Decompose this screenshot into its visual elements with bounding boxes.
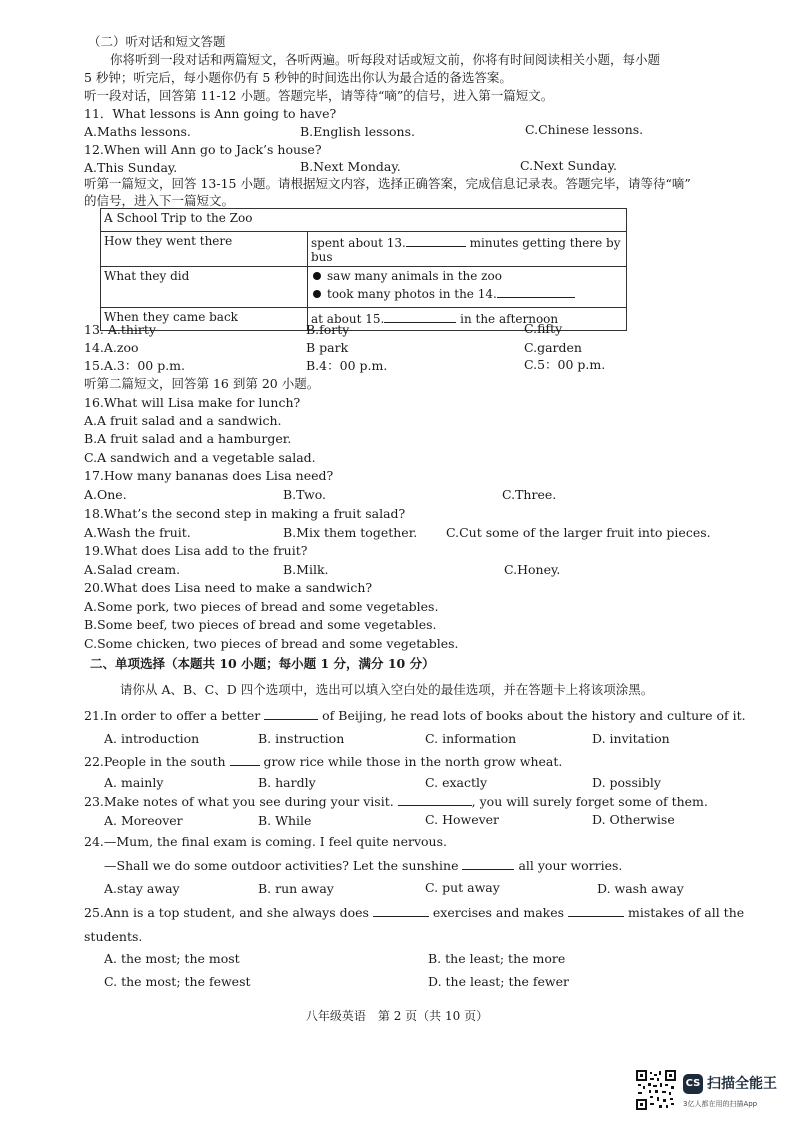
- answer-blank: [264, 707, 318, 720]
- question-stem: 16.What will Lisa make for lunch?: [84, 395, 301, 410]
- option-b: B.Two.: [283, 487, 327, 502]
- instruction-text: 请你从 A、B、C、D 四个选项中，选出可以填入空白处的最佳选项，并在答题卡上将该项涂黑。: [120, 682, 654, 697]
- option-a: A.One.: [84, 487, 127, 502]
- qr-code-icon: [636, 1070, 676, 1110]
- table-cell: saw many animals in the zoo took many photos in the 14.: [308, 267, 627, 308]
- option-a: A. introduction: [104, 731, 200, 746]
- question-stem: 20.What does Lisa need to make a sandwich?: [84, 580, 373, 595]
- option-b: B.Some beef, two pieces of bread and some vegetables.: [84, 617, 437, 632]
- option-c: C.Three.: [502, 487, 557, 502]
- option-b: B.English lessons.: [300, 124, 415, 139]
- option-a: A.This Sunday.: [84, 160, 178, 175]
- option-a: A.Maths lessons.: [84, 124, 191, 139]
- bullet-icon: [313, 272, 321, 280]
- question-stem: 22.People in the south grow rice while those in the north grow wheat.: [84, 754, 563, 769]
- option-b: B. run away: [258, 881, 334, 896]
- option-c: C.Chinese lessons.: [525, 122, 644, 137]
- answer-blank: [462, 857, 514, 870]
- option-b: B.4：00 p.m.: [306, 358, 388, 373]
- option-a: 14.A.zoo: [84, 340, 139, 355]
- question-stem: 24.—Mum, the final exam is coming. I feel quite nervous.: [84, 834, 447, 849]
- question-stem: 12.When will Ann go to Jack’s house?: [84, 142, 322, 157]
- option-c: C.Next Sunday.: [520, 158, 617, 173]
- page-footer: 八年级英语 第 2 页（共 10 页）: [305, 1009, 489, 1023]
- option-d: D. possibly: [592, 775, 661, 790]
- option-a: A.Salad cream.: [84, 562, 181, 577]
- option-c: C.A sandwich and a vegetable salad.: [84, 450, 316, 465]
- watermark-subtitle: 3亿人都在用的扫描App: [683, 1100, 758, 1108]
- bullet-icon: [313, 290, 321, 298]
- answer-blank: [398, 793, 472, 806]
- question-stem: students.: [84, 929, 143, 944]
- option-b: B.Mix them together.: [283, 525, 418, 540]
- option-c: C. the most; the fewest: [104, 974, 251, 989]
- option-c: C.Some chicken, two pieces of bread and some vegetables.: [84, 636, 459, 651]
- table-label: When they came back: [101, 308, 308, 331]
- answer-blank: [406, 234, 466, 247]
- option-a: A.stay away: [104, 881, 180, 896]
- option-b: B. hardly: [258, 775, 316, 790]
- option-b: B.Next Monday.: [300, 159, 401, 174]
- option-b: B. instruction: [258, 731, 345, 746]
- option-c: C.Honey.: [504, 562, 561, 577]
- option-b: B. the least; the more: [428, 951, 566, 966]
- table-cell: spent about 13. minutes getting there by bus: [308, 232, 627, 267]
- option-c: C. exactly: [425, 775, 488, 790]
- option-a: A.Wash the fruit.: [84, 525, 191, 540]
- option-a: A. Moreover: [104, 813, 183, 828]
- option-d: D. wash away: [597, 881, 684, 896]
- option-c: C. However: [425, 812, 500, 827]
- option-c: C.5：00 p.m.: [524, 357, 606, 372]
- option-c: C. put away: [425, 880, 500, 895]
- instruction-text: 听第一篇短文，回答 13-15 小题。请根据短文内容，选择正确答案，完成信息记录表。答题完毕，请等待“嘀”: [84, 176, 691, 191]
- option-a: A.A fruit salad and a sandwich.: [84, 413, 282, 428]
- question-stem: —Shall we do some outdoor activities? Let the sunshine all your worries.: [104, 858, 623, 873]
- info-table: [100, 208, 627, 331]
- option-b: B.A fruit salad and a hamburger.: [84, 431, 292, 446]
- instruction-text: 5 秒钟；听完后，每小题你仍有 5 秒钟的时间选出你认为最合适的备选答案。: [84, 70, 512, 85]
- part-heading: 二、单项选择（本题共 10 小题；每小题 1 分，满分 10 分）: [90, 656, 435, 671]
- instruction-text: 听第二篇短文，回答第 16 到第 20 小题。: [84, 376, 320, 391]
- option-b: B. While: [258, 813, 312, 828]
- instruction-text: 听一段对话，回答第 11-12 小题。答题完毕，请等待“嘀”的信号，进入第一篇短文。: [84, 88, 554, 103]
- option-a: 15.A.3：00 p.m.: [84, 358, 186, 373]
- option-d: D. invitation: [592, 731, 670, 746]
- option-c: C. information: [425, 731, 517, 746]
- answer-blank: [384, 310, 456, 323]
- question-stem: 11．What lessons is Ann going to have?: [84, 106, 337, 121]
- table-title: A School Trip to the Zoo: [101, 209, 627, 232]
- answer-blank: [497, 285, 575, 298]
- section-heading: （二）听对话和短文答题: [88, 34, 226, 49]
- question-stem: 17.How many bananas does Lisa need?: [84, 468, 334, 483]
- answer-blank: [373, 904, 429, 917]
- instruction-text: 你将听到一段对话和两篇短文，各听两遍。听每段对话或短文前，你将有时间阅读相关小题，每小题: [110, 52, 661, 67]
- table-label: What they did: [101, 267, 308, 308]
- table-cell: at about 15. in the afternoon: [308, 308, 627, 331]
- question-stem: 18.What’s the second step in making a fruit salad?: [84, 506, 406, 521]
- question-stem: 19.What does Lisa add to the fruit?: [84, 543, 308, 558]
- watermark-name: 扫描全能王: [707, 1076, 777, 1092]
- answer-blank: [230, 753, 260, 766]
- answer-blank: [568, 904, 624, 917]
- instruction-text: 的信号，进入下一篇短文。: [84, 193, 235, 208]
- question-stem: 25.Ann is a top student, and she always does exercises and makes mistakes of all the: [84, 905, 745, 920]
- camscanner-logo-icon: CS: [683, 1074, 703, 1094]
- option-b: B.Milk.: [283, 562, 329, 577]
- question-stem: 23.Make notes of what you see during your visit. , you will surely forget some of them.: [84, 794, 708, 809]
- option-c: C.garden: [524, 340, 582, 355]
- option-b: B.forty: [306, 322, 350, 337]
- option-d: D. the least; the fewer: [428, 974, 569, 989]
- option-a: A. the most; the most: [104, 951, 240, 966]
- option-c: C.Cut some of the larger fruit into pieces.: [446, 525, 711, 540]
- option-b: B park: [306, 340, 349, 355]
- option-a: A.Some pork, two pieces of bread and some vegetables.: [84, 599, 439, 614]
- option-a: A. mainly: [104, 775, 164, 790]
- option-c: C.fifty: [524, 321, 563, 336]
- option-a: 13. A.thirty: [84, 322, 156, 337]
- question-stem: 21.In order to offer a better of Beijing, he read lots of books about the history and culture of it.: [84, 708, 746, 723]
- table-label: How they went there: [101, 232, 308, 267]
- option-d: D. Otherwise: [592, 812, 675, 827]
